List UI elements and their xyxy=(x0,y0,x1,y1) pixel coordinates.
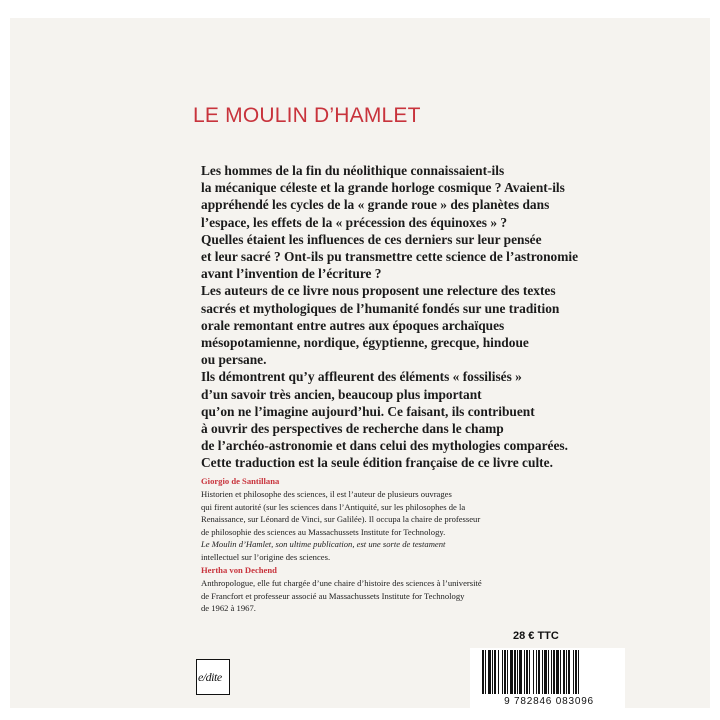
author-name-santillana: Giorgio de Santillana xyxy=(201,476,280,486)
blurb-line: l’espace, les effets de la « précession des équinoxes » ? xyxy=(201,214,508,230)
blurb-line: Quelles étaient les influences de ces derniers sur leur pensée xyxy=(201,231,542,247)
author-bio-dechend xyxy=(201,577,482,615)
bio-line: de Francfort et professeur associé au Massachussets Institute for Technology xyxy=(201,590,465,601)
publisher-logo xyxy=(196,659,230,695)
price-label: 28 € TTC xyxy=(513,630,559,642)
book-title: LE MOULIN D’HAMLET xyxy=(193,104,421,127)
blurb-line: mésopotamienne, nordique, égyptienne, grecque, hindoue xyxy=(201,335,529,351)
blurb-line: à ouvrir des perspectives de recherche dans le champ xyxy=(201,421,504,437)
bio-line: qui firent autorité (sur les sciences dans l’Antiquité, sur les philosophes de la xyxy=(201,501,466,512)
bio-line-text: Le Moulin d’Hamlet, son ultime publication, est une sorte de testament xyxy=(201,539,446,550)
blurb-line: Ils démontrent qu’y affleurent des éléments « fossilisés » xyxy=(201,369,522,385)
bio-line: intellectuel sur l’origine des sciences. xyxy=(201,551,331,562)
barcode-icon xyxy=(482,650,616,694)
bio-line: Anthropologue, elle fut chargée d’une chaire d’histoire des sciences à l’université xyxy=(201,578,482,588)
blurb-line: d’un savoir très ancien, beaucoup plus important xyxy=(201,386,482,402)
blurb-line: Cette traduction est la seule édition française de ce livre culte. xyxy=(201,455,553,471)
blurb-line: Les hommes de la fin du néolithique connaissaient-ils xyxy=(201,163,505,178)
blurb-line: appréhendé les cycles de la « grande roue » des planètes dans xyxy=(201,197,550,213)
blurb-line: Les auteurs de ce livre nous proposent une relecture des textes xyxy=(201,283,556,299)
blurb-line: de l’archéo-astronomie et dans celui des mythologies comparées. xyxy=(201,438,568,454)
bio-line: Renaissance, sur Léonard de Vinci, sur Galilée). Il occupa la chaire de professeur xyxy=(201,514,481,525)
blurb-line: qu’on ne l’imagine aujourd’hui. Ce faisant, ils contribuent xyxy=(201,403,535,419)
author-bio-santillana xyxy=(201,488,480,564)
isbn-number: 9 782846 083096 xyxy=(504,696,594,707)
bio-line: de philosophie des sciences au Massachussets Institute for Technology. xyxy=(201,526,446,537)
author-name-dechend: Hertha von Dechend xyxy=(201,565,277,575)
bio-line: Historien et philosophe des sciences, il est l’auteur de plusieurs ouvrages xyxy=(201,489,452,499)
blurb-line: ou persane. xyxy=(201,352,267,368)
bio-line xyxy=(201,538,480,551)
blurb-line: et leur sacré ? Ont-ils pu transmettre cette science de l’astronomie xyxy=(201,249,579,265)
blurb-line: la mécanique céleste et la grande horloge cosmique ? Avaient-ils xyxy=(201,180,565,196)
blurb-line: orale remontant entre autres aux époques archaïques xyxy=(201,317,505,333)
publisher-logo-text: e/dite xyxy=(198,670,222,684)
blurb-line: sacrés et mythologiques de l’humanité fondés sur une tradition xyxy=(201,300,560,316)
blurb-text xyxy=(201,162,661,472)
barcode-area xyxy=(470,648,625,708)
bio-line: de 1962 à 1967. xyxy=(201,603,256,614)
blurb-line: avant l’invention de l’écriture ? xyxy=(201,266,382,282)
